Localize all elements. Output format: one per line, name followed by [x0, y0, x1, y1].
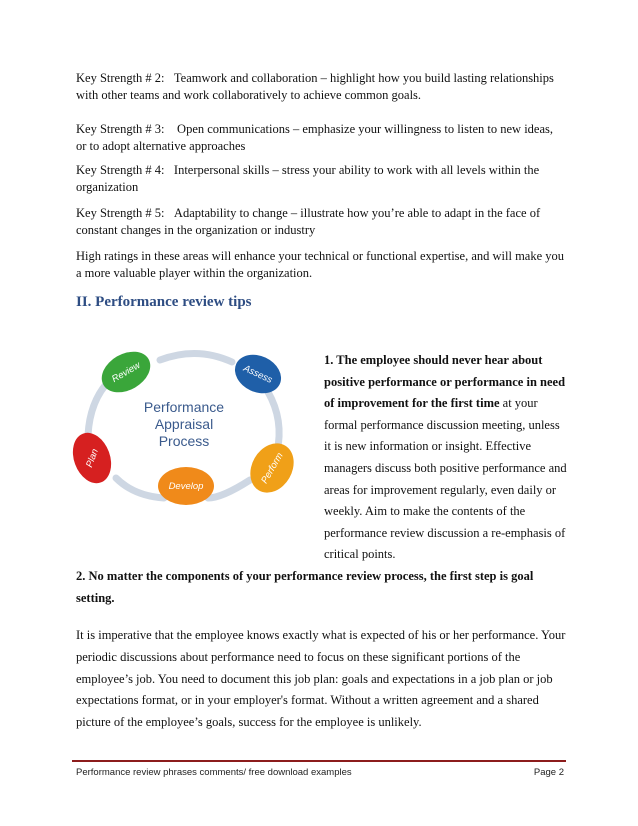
key-strength-2-label: Key Strength # 2:: [76, 71, 165, 85]
arrow-perform-develop: [208, 480, 250, 498]
center-line-1: Performance: [143, 399, 225, 415]
key-strength-3: [76, 121, 566, 155]
section-heading: II. Performance review tips: [76, 294, 252, 310]
tip-2-body: It is imperative that the employee knows exactly what is expected of his or her performance. Your periodic discussions about performance need to focus on these significant portions of the employee’s job. You need to document this job plan: goals and expectations in a job plan or job expectations format, or in your employer's format. Without a written agreement and a shared picture of the employee’s goals, success for the employee is unlikely.: [76, 628, 566, 730]
assess-label: Assess: [241, 362, 274, 386]
arrow-review-assess: [160, 353, 232, 362]
review-label: Review: [110, 359, 143, 385]
key-strength-5-label: Key Strength # 5:: [76, 206, 165, 220]
plan-label: Plan: [84, 447, 101, 469]
stage-plan: [72, 427, 118, 488]
key-strength-5-text: Adaptability to change – illustrate how you’re able to adapt in the face of constant changes in the organization or industry: [76, 206, 541, 237]
center-line-2: Appraisal: [154, 416, 214, 432]
key-strength-5: [76, 205, 566, 239]
tip-1-text: at your formal performance discussion meeting, unless it is new information or insight. Effective managers discuss both positive performance and areas for improvement regularly, even daily or weekly. Aim to make the contents of the performance review discussion a re-emphasis of critical points.: [324, 396, 567, 562]
tip-1-bold-lead: 1. The employee should never hear about positive performance or performance in need of improvement for the first time: [324, 353, 566, 411]
key-strength-3-label: Key Strength # 3:: [76, 122, 165, 136]
center-line-3: Process: [158, 433, 210, 449]
key-strength-4-text: Interpersonal skills – stress your ability to work with all levels within the organization: [76, 163, 540, 194]
stage-perform: [242, 435, 303, 500]
key-strength-4-label: Key Strength # 4:: [76, 163, 165, 177]
key-strength-2-text: Teamwork and collaboration – highlight how you build lasting relationships with other teams and work collaboratively to achieve common goals.: [76, 71, 554, 102]
key-strength-2: [76, 70, 566, 104]
diagram-center-title: [144, 399, 224, 449]
develop-label: Develop: [168, 481, 204, 492]
perform-label: Perform: [259, 450, 286, 486]
footer-divider: [72, 760, 566, 762]
key-strength-3-text: Open communications – emphasize your willingness to listen to new ideas, or to adopt alternative approaches: [76, 122, 554, 153]
performance-appraisal-diagram: [72, 340, 312, 510]
summary-paragraph: High ratings in these areas will enhance your technical or functional expertise, and will make you a more valuable player within the organization.: [76, 249, 565, 280]
tip-2-heading: 2. No matter the components of your performance review process, the first step is goal setting.: [76, 569, 534, 605]
footer-document-title: Performance review phrases comments/ free download examples: [76, 767, 352, 778]
arrow-assess-perform: [268, 392, 279, 452]
arrow-develop-plan: [116, 478, 164, 498]
tip-1-paragraph: [324, 350, 569, 566]
key-strength-4: [76, 162, 566, 196]
footer-page-number: Page 2: [533, 767, 564, 778]
stage-develop: [158, 467, 214, 505]
stage-assess: [229, 348, 288, 401]
